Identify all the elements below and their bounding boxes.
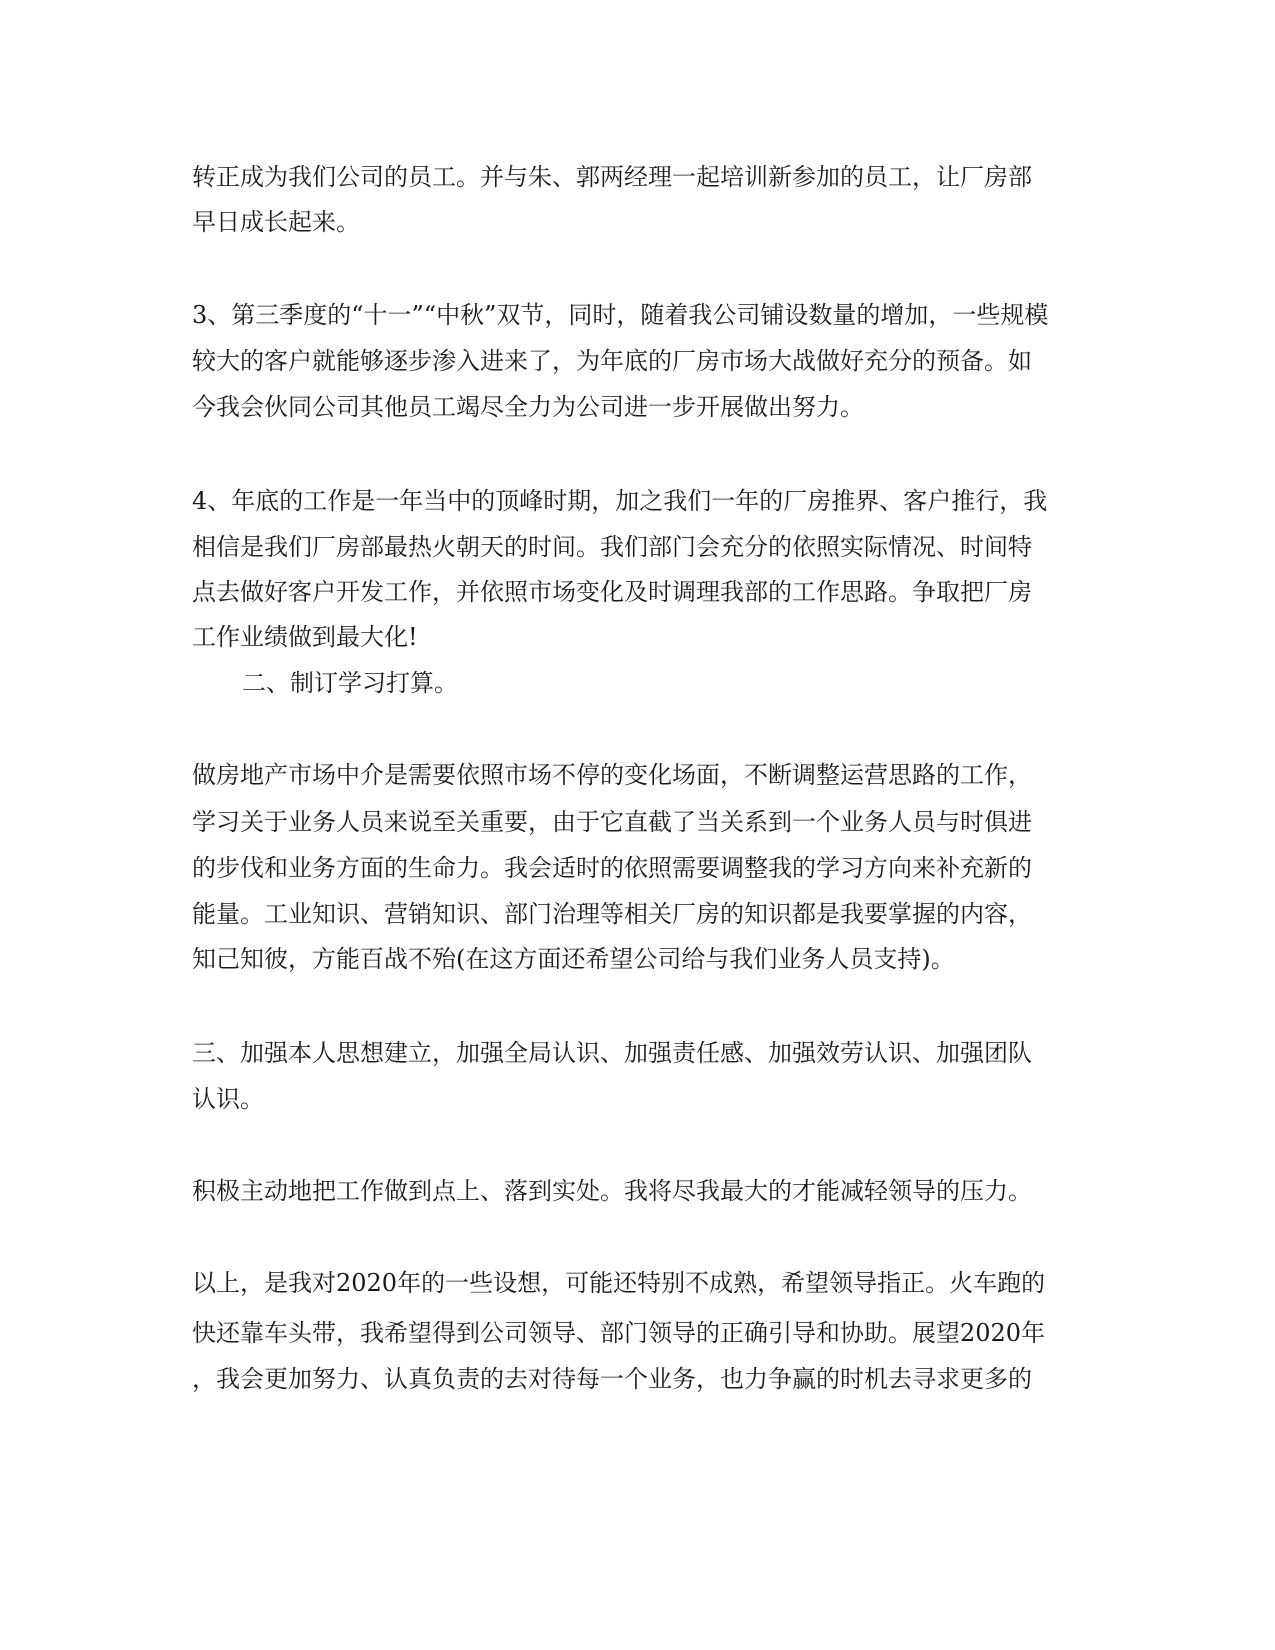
text-line: 4、年底的工作是一年当中的顶峰时期，加之我们一年的厂房推界、客户推行，我	[192, 487, 1048, 515]
text-line: 的步伐和业务方面的生命力。我会适时的依照需要调整我的学习方向来补充新的	[192, 854, 1032, 882]
text-line: 今我会伙同公司其他员工竭尽全力为公司进一步开展做出努力。	[192, 393, 864, 421]
section-heading: 三、加强本人思想建立，加强全局认识、加强责任感、加强效劳认识、加强团队	[192, 1039, 1032, 1067]
text-line: 点去做好客户开发工作，并依照市场变化及时调理我部的工作思路。争取把厂房	[192, 578, 1032, 606]
text-line: 做房地产市场中介是需要依照市场不停的变化场面，不断调整运营思路的工作，	[192, 761, 1032, 789]
section-heading: 二、制订学习打算。	[242, 669, 458, 697]
text-line: 工作业绩做到最大化!	[192, 623, 418, 651]
text-line: 快还靠车头带，我希望得到公司领导、部门领导的正确引导和协助。展望2020年	[192, 1319, 1046, 1347]
text-line: 相信是我们厂房部最热火朝天的时间。我们部门会充分的依照实际情况、时间特	[192, 533, 1032, 561]
text-line: 转正成为我们公司的员工。并与朱、郭两经理一起培训新参加的员工，让厂房部	[192, 163, 1032, 191]
text-line: 积极主动地把工作做到点上、落到实处。我将尽我最大的才能减轻领导的压力。	[192, 1177, 1032, 1205]
text-line: 3、第三季度的“十一”“中秋”双节，同时，随着我公司铺设数量的增加，一些规模	[192, 301, 1049, 329]
text-line: 学习关于业务人员来说至关重要，由于它直截了当关系到一个业务人员与时俱进	[192, 808, 1032, 836]
text-line: 知己知彼，方能百战不殆(在这方面还希望公司给与我们业务人员支持)。	[192, 945, 955, 973]
text-line: 能量。工业知识、营销知识、部门治理等相关厂房的知识都是我要掌握的内容，	[192, 900, 1032, 928]
text-line: 认识。	[192, 1085, 264, 1113]
text-line: 以上，是我对2020年的一些设想，可能还特别不成熟，希望领导指正。火车跑的	[192, 1269, 1046, 1297]
text-line: 较大的客户就能够逐步渗入进来了，为年底的厂房市场大战做好充分的预备。如	[192, 347, 1032, 375]
text-line: 早日成长起来。	[192, 208, 360, 236]
text-line: ，我会更加努力、认真负责的去对待每一个业务，也力争赢的时机去寻求更多的	[192, 1365, 1032, 1393]
